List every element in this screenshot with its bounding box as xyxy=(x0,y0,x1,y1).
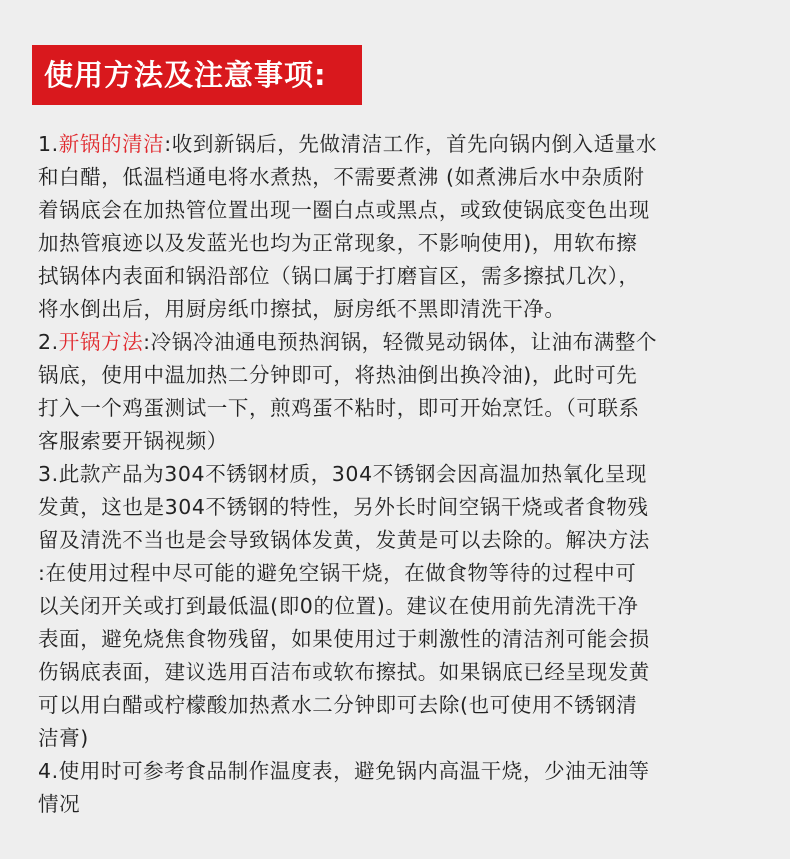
instruction-line: 将水倒出后，用厨房纸巾擦拭，厨房纸不黑即清洗干净。 xyxy=(38,297,566,321)
item-text: :收到新锅后，先做清洁工作，首先向锅内倒入适量水 xyxy=(164,132,658,156)
item-number: 1. xyxy=(38,132,59,156)
instruction-line: 客服索要开锅视频） xyxy=(38,429,228,453)
item-text: 使用时可参考食品制作温度表，避免锅内高温干烧，少油无油等 xyxy=(58,759,650,783)
instruction-line: 洁膏) xyxy=(38,726,89,750)
instruction-line: 打入一个鸡蛋测试一下，煎鸡蛋不粘时，即可开始烹饪。（可联系 xyxy=(38,396,640,420)
instruction-line: 留及清洗不当也是会导致锅体发黄，发黄是可以去除的。解决方法 xyxy=(38,528,650,552)
section-title-banner xyxy=(32,45,362,105)
instruction-line: 可以用白醋或柠檬酸加热煮水二分钟即可去除(也可使用不锈钢清 xyxy=(38,693,638,717)
instruction-item-3 xyxy=(38,458,750,755)
instruction-line: 发黄，这也是304不锈钢的特性，另外长时间空锅干烧或者食物残 xyxy=(38,495,649,519)
instruction-item-1 xyxy=(38,128,750,326)
instruction-line: 加热管痕迹以及发蓝光也均为正常现象，不影响使用)，用软布擦 xyxy=(38,231,638,255)
instruction-line xyxy=(38,326,750,359)
item-number: 4. xyxy=(38,759,59,783)
item-text: :冷锅冷油通电预热润锅，轻微晃动锅体，让油布满整个 xyxy=(143,330,658,354)
instruction-line: 以关闭开关或打到最低温(即0的位置)。建议在使用前先清洗干净 xyxy=(38,594,639,618)
item-number: 3. xyxy=(38,462,59,486)
instruction-item-4 xyxy=(38,755,750,821)
instruction-line: 拭锅体内表面和锅沿部位（锅口属于打磨盲区，需多擦拭几次）， xyxy=(38,264,640,288)
instruction-line: 和白醋，低温档通电将水煮热，不需要煮沸 (如煮沸后水中杂质附 xyxy=(38,165,645,189)
item-number: 2. xyxy=(38,330,59,354)
instruction-line: :在使用过程中尽可能的避免空锅干烧，在做食物等待的过程中可 xyxy=(38,561,637,585)
instruction-line: 表面，避免烧焦食物残留，如果使用过于刺激性的清洁剂可能会损 xyxy=(38,627,650,651)
section-title: 使用方法及注意事项: xyxy=(44,58,327,92)
item-text: 此款产品为304不锈钢材质，304不锈钢会因高温加热氧化呈现 xyxy=(58,462,648,486)
instruction-line: 情况 xyxy=(38,792,81,816)
instruction-line: 着锅底会在加热管位置出现一圈白点或黑点，或致使锅底变色出现 xyxy=(38,198,650,222)
usage-instructions xyxy=(38,128,750,821)
instruction-line xyxy=(38,755,750,788)
instruction-line xyxy=(38,458,750,491)
instruction-line: 伤锅底表面，建议选用百洁布或软布擦拭。如果锅底已经呈现发黄 xyxy=(38,660,650,684)
item-highlight: 新锅的清洁 xyxy=(58,132,165,156)
item-highlight: 开锅方法 xyxy=(58,330,144,354)
instruction-item-2 xyxy=(38,326,750,458)
instruction-line: 锅底，使用中温加热二分钟即可，将热油倒出换冷油)，此时可先 xyxy=(38,363,638,387)
instruction-line xyxy=(38,128,750,161)
